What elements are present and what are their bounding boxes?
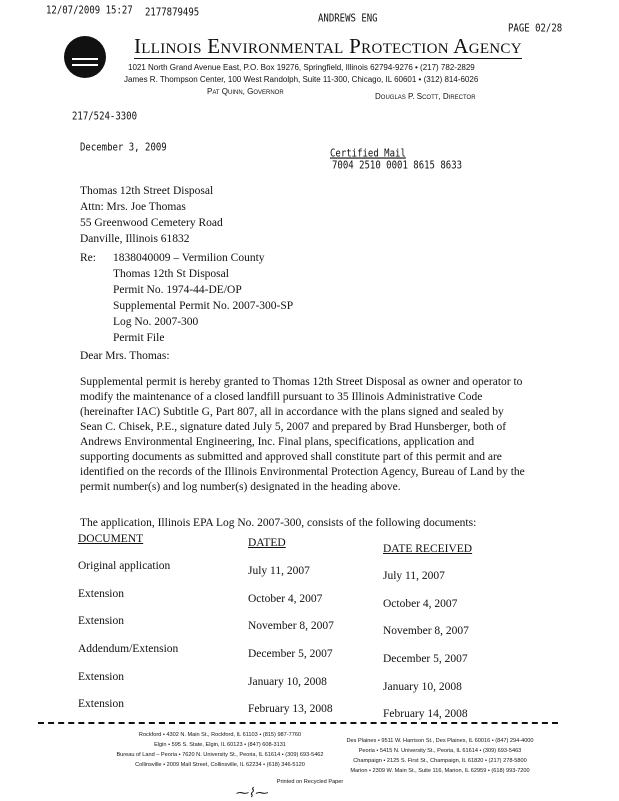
re-line: Thomas 12th St Disposal (113, 268, 229, 280)
table-cell-received: February 14, 2008 (383, 708, 468, 720)
body-line: permit number(s) and log number(s) designated in the heading above. (80, 481, 401, 493)
body-line: modify the maintenance of a closed landfill pursuant to 35 Illinois Administrative Code (80, 391, 483, 403)
re-label: Re: (80, 252, 96, 264)
re-line: 1838040009 – Vermilion County (113, 252, 265, 264)
phone-number: 217/524-3300 (72, 111, 138, 123)
footer-line: Peoria • 5415 N. University St., Peoria, IL 61614 • (309) 693-5463 (358, 748, 522, 754)
body-line: Sean C. Chisek, P.E., signature dated July 5, 2007 and prepared by Brad Hunsberger, both of (80, 421, 507, 433)
recipient-address (80, 182, 223, 246)
body-line: identified on the records of the Illinois Environmental Protection Agency, Bureau of Land by the (80, 466, 525, 478)
re-line: Permit File (113, 332, 165, 344)
fax-datetime: 12/07/2009 15:27 (46, 5, 133, 17)
body-line: (hereinafter IAC) Subtitle G, Part 807, all in accordance with the plans signed and sealed by (80, 406, 504, 418)
table-cell-document: Addendum/Extension (78, 643, 179, 655)
re-line: Log No. 2007-300 (113, 316, 199, 328)
recipient-line: Danville, Illinois 61832 (80, 233, 190, 245)
re-line: Permit No. 1974-44-DE/OP (113, 284, 242, 296)
divider (38, 722, 558, 724)
table-cell-document: Extension (78, 671, 124, 683)
fax-page: PAGE 02/28 (508, 23, 563, 35)
recycled-paper-note: Printed on Recycled Paper (276, 779, 344, 785)
director: Douglas P. Scott, Director (375, 92, 476, 101)
footer-offices-left (110, 730, 330, 770)
footer-offices-right (330, 736, 550, 776)
fax-phone: 2177879495 (145, 7, 200, 19)
table-cell-dated: November 8, 2007 (248, 620, 334, 632)
header-date-received: DATE RECEIVED (383, 543, 473, 555)
table-cell-received: October 4, 2007 (383, 598, 458, 610)
table-cell-document: Original application (78, 560, 171, 572)
table-cell-received: July 11, 2007 (383, 570, 445, 582)
governor: Pat Quinn, Governor (207, 87, 284, 96)
table-cell-received: November 8, 2007 (383, 625, 469, 637)
table-cell-document: Extension (78, 698, 124, 710)
table-cell-received: December 5, 2007 (383, 653, 468, 665)
agency-seal-logo (64, 36, 106, 78)
footer-line: Champaign • 2125 S. First St., Champaign, IL 61820 • (217) 278-5800 (353, 758, 527, 764)
table-cell-document: Extension (78, 615, 124, 627)
letter-date: December 3, 2009 (80, 142, 167, 154)
handwritten-mark: ⁓⌇⁓ (235, 785, 268, 800)
header-document: DOCUMENT (78, 533, 144, 545)
footer-line: Elgin • 595 S. State, Elgin, IL 60123 • (847) 608-3131 (154, 742, 286, 748)
body-paragraph (80, 375, 525, 495)
footer-line: Rockford • 4302 N. Main St., Rockford, IL 61103 • (815) 987-7760 (138, 732, 302, 738)
address-springfield: 1021 North Grand Avenue East, P.O. Box 19276, Springfield, Illinois 62794-9276 • (217) 782-2829 (128, 63, 475, 72)
table-cell-dated: October 4, 2007 (248, 593, 323, 605)
footer-line: Collinsville • 2009 Mall Street, Collinsville, IL 62234 • (618) 346-5120 (135, 762, 305, 768)
agency-name: Illinois Environmental Protection Agency (134, 34, 522, 58)
certified-mail-label: Certified Mail (330, 148, 406, 160)
footer-line: Des Plaines • 9511 W. Harrison St., Des Plaines, IL 60016 • (847) 294-4000 (346, 738, 534, 744)
application-line: The application, Illinois EPA Log No. 2007-300, consists of the following documents: (80, 517, 477, 529)
table-cell-received: January 10, 2008 (383, 681, 462, 693)
footer-line: Marion • 2309 W. Main St., Suite 116, Marion, IL 62959 • (618) 993-7200 (350, 768, 530, 774)
header-dated: DATED (248, 537, 286, 549)
table-cell-dated: July 11, 2007 (248, 565, 310, 577)
table-cell-dated: December 5, 2007 (248, 648, 333, 660)
table-cell-dated: January 10, 2008 (248, 676, 327, 688)
recipient-line: Thomas 12th Street Disposal (80, 185, 214, 197)
certified-mail-number: 7004 2510 0001 8615 8633 (332, 160, 463, 172)
re-line: Supplemental Permit No. 2007-300-SP (113, 300, 294, 312)
body-line: Andrews Environmental Engineering, Inc. Final plans, specifications, application and (80, 436, 475, 448)
table-cell-dated: February 13, 2008 (248, 703, 333, 715)
table-cell-document: Extension (78, 588, 124, 600)
body-line: Supplemental permit is hereby granted to Thomas 12th Street Disposal as owner and operator to (80, 376, 523, 388)
salutation: Dear Mrs. Thomas: (80, 350, 170, 362)
footer-line: Bureau of Land – Peoria • 7620 N. University St., Peoria, IL 61614 • (309) 693-5462 (116, 752, 324, 758)
body-line: supporting documents as submitted and approved shall constitute part of this permit and are (80, 451, 502, 463)
re-block (113, 252, 293, 348)
recipient-line: Attn: Mrs. Joe Thomas (80, 201, 186, 213)
fax-sender: ANDREWS ENG (318, 13, 378, 25)
address-chicago: James R. Thompson Center, 100 West Randolph, Suite 11-300, Chicago, IL 60601 • (312) 814-6026 (124, 75, 479, 84)
recipient-line: 55 Greenwood Cemetery Road (80, 217, 223, 229)
